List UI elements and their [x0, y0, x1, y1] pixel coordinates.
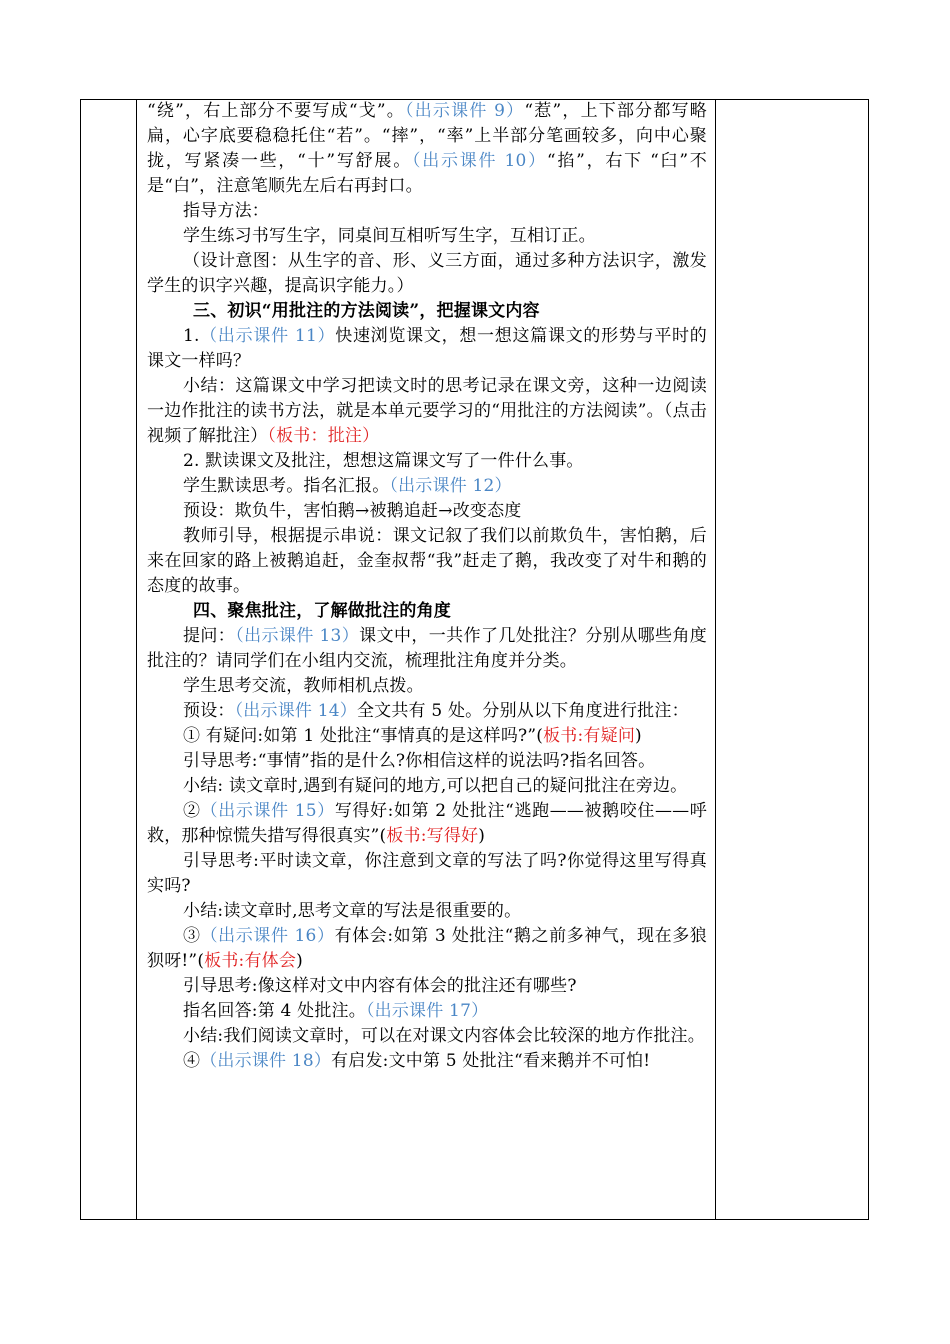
paragraph: [147, 699, 707, 724]
paragraph: [147, 724, 707, 749]
text-run: ②: [183, 801, 201, 821]
paragraph: [147, 99, 707, 199]
text-run: 小结:读文章时,思考文章的写法是很重要的。: [183, 901, 522, 921]
text-run: 预设：: [183, 701, 235, 721]
text-run: 指导方法：: [183, 201, 269, 221]
text-run: “惹”，上下部分都写略扁，心字底要稳稳托住“若”。“摔”，“率”上半部分笔画较多，向中心聚拢，写紧凑一些，“十”写舒展。: [147, 101, 707, 171]
paragraph: [147, 999, 707, 1024]
board-note: 板书:有疑问: [543, 726, 636, 746]
paragraph: [147, 1024, 707, 1049]
courseware-ref: （出示课件 16）: [200, 926, 335, 946]
board-note: 板书:写得好: [386, 826, 479, 846]
text-run: 写得好:如第 2 处批注“逃跑——被鹅咬住——呼救，那种惊慌失措写得很真实”(: [147, 801, 708, 846]
column-divider-left: [136, 100, 137, 1219]
paragraph: [147, 524, 707, 599]
paragraph: [147, 374, 707, 449]
paragraph: [147, 1049, 707, 1074]
text-run: 提问：: [183, 626, 236, 646]
text-run: 学生练习书写生字，同桌间互相听写生字，互相订正。: [183, 226, 596, 246]
text-run: ④: [183, 1051, 201, 1071]
courseware-ref: （出示课件 12）: [389, 476, 512, 496]
paragraph: [147, 499, 707, 524]
text-run: ): [478, 826, 486, 846]
courseware-ref: （出示课件 18）: [200, 1051, 332, 1071]
text-run: 学生思考交流，教师相机点拨。: [183, 676, 424, 696]
text-run: “掐”，右下 “臼”不是“白”，注意笔顺先左后右再封口。: [147, 151, 707, 196]
paragraph: [147, 199, 707, 224]
lesson-content-cell: [147, 99, 707, 1074]
paragraph: [147, 224, 707, 249]
courseware-ref: （出示课件 15）: [200, 801, 335, 821]
text-run: 学生默读思考。指名汇报。: [183, 476, 390, 496]
text-run: 引导思考:像这样对文中内容有体会的批注还有哪些?: [183, 976, 577, 996]
text-run: 引导思考:平时读文章，你注意到文章的写法了吗?你觉得这里写得真实吗?: [147, 851, 707, 896]
paragraph: [147, 449, 707, 474]
text-run: 小结:我们阅读文章时，可以在对课文内容体会比较深的地方作批注。: [183, 1026, 705, 1046]
text-run: ③: [183, 926, 201, 946]
text-run: ): [296, 951, 303, 971]
paragraph: [147, 799, 707, 849]
paragraph: [147, 474, 707, 499]
text-run: 小结: 读文章时,遇到有疑问的地方,可以把自己的疑问批注在旁边。: [183, 776, 688, 796]
text-run: 预设：欺负牛，害怕鹅→被鹅追赶→改变态度: [183, 501, 522, 521]
text-run: 2. 默读课文及批注，想想这篇课文写了一件什么事。: [183, 451, 584, 471]
courseware-ref: （出示课件 17）: [365, 1001, 489, 1021]
column-divider-right: [715, 100, 716, 1219]
text-run: “绕”，右上部分不要写成“戈”。: [147, 101, 406, 121]
text-run: 有启发:文中第 5 处批注“看来鹅并不可怕!: [331, 1051, 651, 1071]
text-run: 教师引导，根据提示串说：课文记叙了我们以前欺负牛，害怕鹅，后来在回家的路上被鹅追赶，金奎叔帮“我”赶走了鹅，我改变了对牛和鹅的态度的故事。: [147, 526, 707, 596]
paragraph: [147, 624, 707, 674]
text-run: ): [635, 726, 642, 746]
paragraph: [147, 974, 707, 999]
text-run: 指名回答:第 4 处批注。: [183, 1001, 366, 1021]
text-run: 引导思考:“事情”指的是什么?你相信这样的说法吗?指名回答。: [183, 751, 656, 771]
board-note: （板书：批注）: [267, 426, 380, 446]
text-run: ① 有疑问:如第 1 处批注“事情真的是这样吗?”(: [183, 726, 544, 746]
courseware-ref: （出示课件 13）: [235, 626, 360, 646]
courseware-ref: （出示课件 11）: [199, 326, 336, 346]
paragraph: [147, 924, 707, 974]
text-run: 三、初识“用批注的方法阅读”，把握课文内容: [193, 301, 540, 321]
courseware-ref: （出示课件 14）: [234, 701, 357, 721]
text-run: （设计意图：从生字的音、形、义三方面，通过多种方法识字，激发学生的识字兴趣，提高识字能力。）: [147, 251, 707, 296]
board-note: 板书:有体会: [204, 951, 297, 971]
text-run: 1.: [183, 326, 200, 346]
paragraph: [147, 674, 707, 699]
text-run: 四、聚焦批注，了解做批注的角度: [193, 601, 451, 621]
paragraph: [147, 849, 707, 899]
text-run: 快速浏览课文，想一想这篇课文的形势与平时的课文一样吗？: [147, 326, 707, 371]
text-run: 小结：这篇课文中学习把读文时的思考记录在课文旁，这种一边阅读一边作批注的读书方法，就是本单元要学习的“用批注的方法阅读”。（点击视频了解批注）: [147, 376, 707, 446]
courseware-ref: （出示课件 10）: [411, 151, 547, 171]
paragraph: [147, 774, 707, 799]
text-run: 全文共有 5 处。分别从以下角度进行批注：: [356, 701, 689, 721]
text-run: 课文中，一共作了几处批注？分别从哪些角度批注的？请同学们在小组内交流，梳理批注角度并分类。: [147, 626, 708, 671]
paragraph: [147, 899, 707, 924]
text-run: 有体会:如第 3 处批注“鹅之前多神气，现在多狼狈呀!”(: [147, 926, 707, 971]
paragraph: [147, 249, 707, 299]
paragraph: [147, 749, 707, 774]
paragraph: [147, 324, 707, 374]
section-heading: [147, 599, 707, 624]
courseware-ref: （出示课件 9）: [405, 101, 525, 121]
section-heading: [147, 299, 707, 324]
